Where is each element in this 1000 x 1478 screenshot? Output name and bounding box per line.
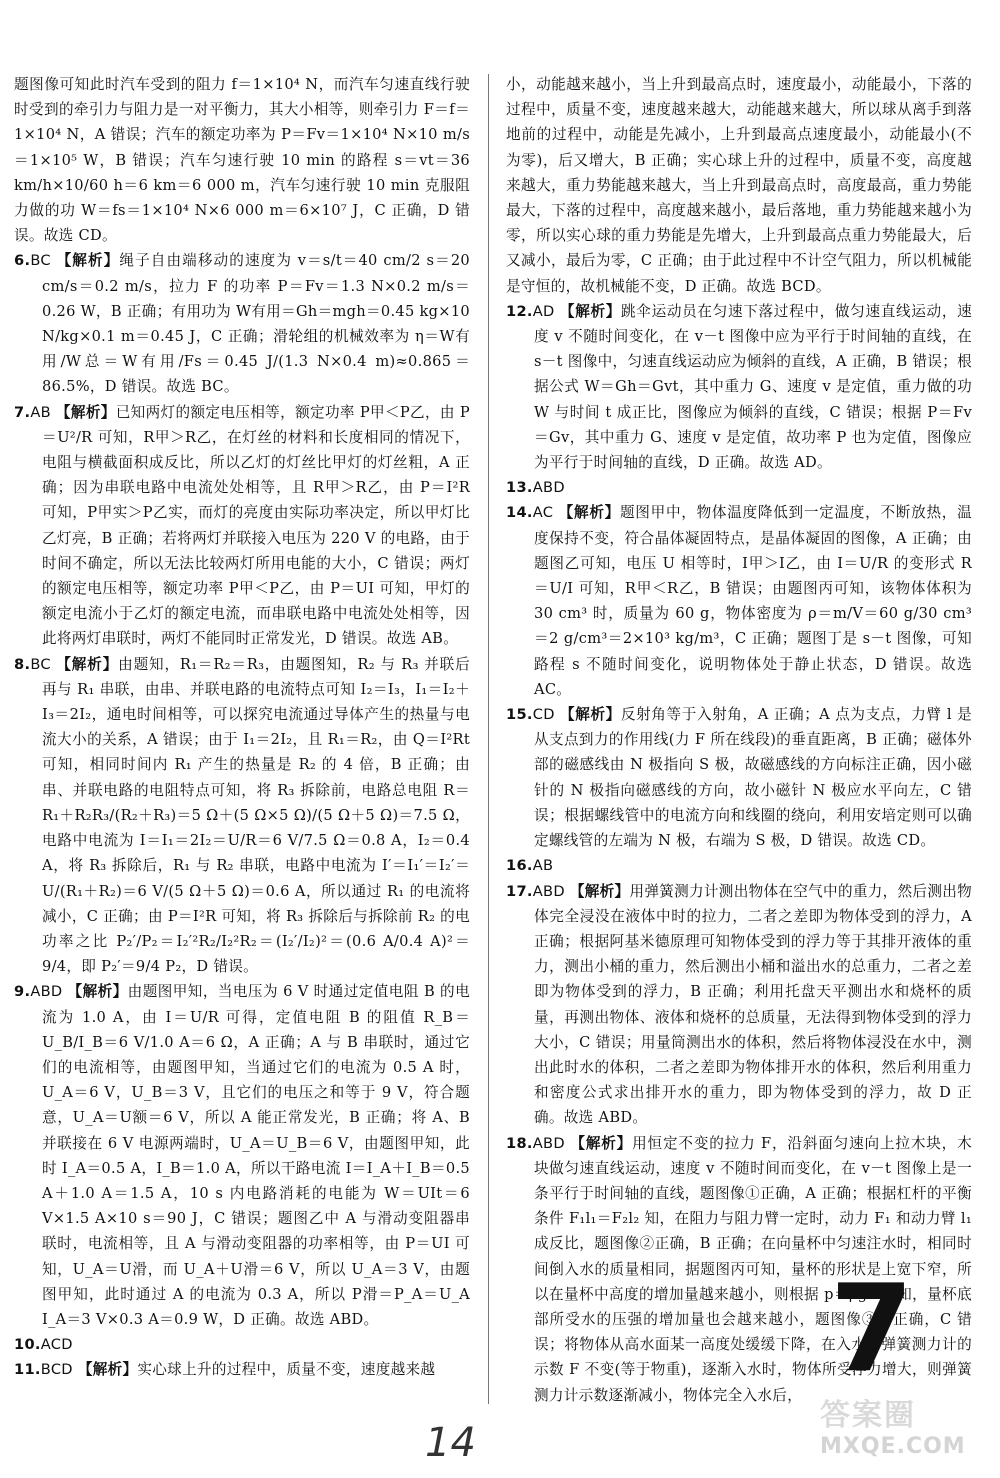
watermark	[820, 1390, 990, 1470]
analysis-tag: 【解析】	[559, 302, 622, 320]
item-number: 10.	[14, 1336, 41, 1354]
item-explanation: 反射角等于入射角，A 正确；A 点为支点，力臂 l 是从支点到力的作用线(力 F 所在线段)的垂直距离，B 正确；磁体外部的磁感线由 N 极指向 S 极，故磁感线的方向标注正确，因小磁针的 N 极指向磁感线的方向，故小磁针 N 极应水平向左，C 错误；根据螺线管中的电流方向和线圈的绕向，利用安培定则可以确定螺线管的左端为 N 极，右端为 S 极，D 错误。故选 CD。	[534, 706, 972, 850]
item-explanation: 实心球上升的过程中，质量不变，速度越来越	[137, 1361, 436, 1379]
right-column	[506, 72, 972, 1408]
corner-mark: 7	[830, 1260, 914, 1399]
item-answer: BC	[30, 252, 51, 270]
item-answer: AC	[532, 504, 554, 522]
answer-item	[506, 879, 972, 1131]
item-explanation: 已知两灯的额定电压相等，额定功率 P甲＜P乙，由 P＝U²/R 可知，R甲＞R乙，在灯丝的材料和长度相同的情况下，电阻与横截面积成反比，所以乙灯的灯丝比甲灯的灯丝粗，A 正确；因为串联电路中电流处处相等，且 R甲＞R乙，由 P＝I²R 可知，P甲实＞P乙实，而灯的亮度由实际功率决定，所以甲灯比乙灯亮，B 正确；若将两灯并联接入电压为 220 V 的电路，由于时间不确定，所以无法比较两灯所用电能的大小，C 错误；两灯的额定电压相等，额定功率 P甲＜P乙，由 P＝UI 可知，甲灯的额定电流小于乙灯的额定电流，而串联电路中电流处处相等，因此将两灯串联时，两灯不能同时正常发光，D 错误。故选 AB。	[42, 403, 470, 648]
item-number: 15.	[506, 706, 533, 724]
answer-item	[506, 702, 972, 853]
item-answer: BCD	[40, 1361, 73, 1379]
analysis-tag: 【解析】	[569, 882, 630, 900]
analysis-tag: 【解析】	[67, 983, 128, 1001]
item-answer: AB	[30, 403, 51, 421]
item-explanation: 用弹簧测力计测出物体在空气中的重力，然后测出物体完全浸没在液体中时的拉力，二者之差即为物体受到的浮力，A 正确；根据阿基米德原理可知物体受到的浮力等于其排开液体的重力，测出小桶的重力，然后测出小桶和溢出水的总重力，二者之差即为物体受到的浮力，B 正确；利用托盘天平测出水和烧杯的质量，再测出物体、液体和烧杯的总质量，无法得到物体受到的浮力大小，C 错误；用量筒测出水的体积，然后将物体浸没在水中，测出此时水的体积，二者之差即为物体排开水的体积，然后利用重力和密度公式求出排开水的重力，即为物体受到的浮力，故 D 正确。故选 ABD。	[534, 882, 972, 1127]
item-number: 16.	[506, 857, 533, 875]
answer-item	[14, 1332, 470, 1357]
answer-item	[506, 500, 972, 702]
analysis-tag: 【解析】	[558, 504, 620, 522]
item-explanation: 跳伞运动员在匀速下落过程中，做匀速直线运动，速度 v 不随时间变化，在 v－t 图像中应为平行于时间轴的直线，在 s－t 图像中，匀速直线运动应为倾斜的直线，A 正确，B 错误；根据公式 W＝Gh＝Gvt，其中重力 G、速度 v 是定值，重力做的功 W 与时间 t 成正比，图像应为倾斜的直线，C 错误；根据 P＝Fv＝Gv，其中重力 G、速度 v 是定值，故功率 P 也为定值，图像应为平行于时间轴的直线，D 正确。故选 AD。	[534, 302, 972, 472]
answer-item	[14, 979, 470, 1332]
continued-paragraph: 题图像可知此时汽车受到的阻力 f＝1×10⁴ N，而汽车匀速直线行驶时受到的牵引力与阻力是一对平衡力，其大小相等，则牵引力 F＝f＝1×10⁴ N，A 错误；汽车的额定功率为 P＝Fv＝1×10⁴ N×10 m/s＝1×10⁵ W，B 错误；汽车匀速行驶 10 min 的路程 s＝vt＝36 km/h×10/60 h＝6 km＝6 000 m，汽车匀速行驶 10 min 克服阻力做的功 W＝fs＝1×10⁴ N×6 000 m＝6×10⁷ J，C 正确，D 错误。故选 CD。	[14, 76, 470, 245]
analysis-tag: 【解析】	[570, 1134, 633, 1152]
item-number: 8.	[14, 655, 31, 673]
page-number: 14	[425, 1420, 476, 1466]
item-answer: BC	[30, 655, 51, 673]
item-explanation: 绳子自由端移动的速度为 v＝s/t＝40 cm/2 s＝20 cm/s＝0.2 m/s，拉力 F 的功率 P＝Fv＝1.3 N×0.2 m/s＝0.26 W，B 正确；有用功为 W有用＝Gh＝mgh＝0.45 kg×10 N/kg×0.1 m＝0.45 J，C 正确；滑轮组的机械效率为 η＝W有用/W总＝W有用/Fs＝0.45 J/(1.3 N×0.4 m)≈0.865＝86.5%，D 错误。故选 BC。	[42, 252, 471, 396]
item-answer: CD	[532, 706, 555, 724]
analysis-tag: 【解析】	[56, 655, 119, 673]
item-number: 7.	[14, 403, 31, 421]
item-number: 18.	[506, 1134, 533, 1152]
item-number: 14.	[506, 504, 533, 522]
answer-item	[14, 1357, 470, 1382]
analysis-tag: 【解析】	[55, 403, 116, 421]
item-answer: ABD	[532, 479, 565, 497]
answer-item	[14, 248, 470, 399]
item-number: 17.	[506, 882, 533, 900]
item-number: 11.	[14, 1361, 41, 1379]
answer-item	[506, 475, 972, 500]
item-answer: ABD	[532, 1134, 565, 1152]
item-answer: ACD	[40, 1336, 73, 1354]
left-column	[14, 72, 470, 1383]
item-explanation: 由题图甲知，当电压为 6 V 时通过定值电阻 B 的电流为 1.0 A，由 I＝U/R 可得，定值电阻 B 的阻值 R_B＝U_B/I_B＝6 V/1.0 A＝6 Ω，A 正确；A 与 B 串联时，通过它们的电流相等，由题图甲知，当通过它们的电流为 0.5 A 时，U_A＝6 V，U_B＝3 V，且它们的电压之和等于 9 V，符合题意，U_A＝U额＝6 V，所以 A 能正常发光，B 正确；将 A、B 并联接在 6 V 电源两端时，U_A＝U_B＝6 V，由题图甲知，此时 I_A＝0.5 A，I_B＝1.0 A，所以干路电流 I＝I_A＋I_B＝0.5 A＋1.0 A＝1.5 A，10 s 内电路消耗的电能为 W＝UIt＝6 V×1.5 A×10 s＝90 J，C 错误；题图乙中 A 与滑动变阻器串联时，电流相等，且 A 与滑动变阻器的功率相等，由 P＝UI 可知，U_A＝U滑，而 U_A＋U滑＝6 V，所以 U_A＝3 V，由题图甲知，此时通过 A 的电流为 0.3 A，所以 P滑＝P_A＝U_A I_A＝3 V×0.3 A＝0.9 W，D 正确。故选 ABD。	[42, 983, 470, 1328]
continued-paragraph: 小，动能越来越小，当上升到最高点时，速度最小，动能最小，下落的过程中，质量不变，速度越来越大，动能越来越大，所以球从离手到落地前的过程中，动能是先减小，上升到最高点速度最小，动能最小(不为零)，后又增大，B 正确；实心球上升的过程中，质量不变，高度越来越大，重力势能越来越大，当上升到最高点时，高度最高，重力势能最大，下落的过程中，高度越来越小，最后落地，重力势能越来越小为零，所以实心球的重力势能是先增大，上升到最高点重力势能最大，后又减小，最后为零，C 正确；由于此过程中不计空气阻力，所以机械能是守恒的，故机械能不变，D 正确。故选 BCD。	[506, 76, 972, 295]
watermark-url: MXQE.COM	[820, 1434, 966, 1459]
item-number: 9.	[14, 983, 31, 1001]
item-number: 6.	[14, 252, 31, 270]
item-explanation: 题图甲中，物体温度降低到一定温度，不断放热，温度保持不变，符合晶体凝固特点，是晶体凝固的图像，A 正确；由题图乙可知，电压 U 相等时，I甲＞I乙，由 I＝U/R 的变形式 R＝U/I 可知，R甲＜R乙，B 错误；由题图丙可知，该物体体积为 30 cm³ 时，质量为 60 g，物体密度为 ρ＝m/V＝60 g/30 cm³＝2 g/cm³＝2×10³ kg/m³，C 正确；题图丁是 s－t 图像，可知路程 s 不随时间变化，说明物体处于静止状态，D 错误。故选 AC。	[534, 504, 972, 698]
answer-item	[14, 400, 470, 652]
item-explanation: 由题知，R₁＝R₂＝R₃，由题图知，R₂ 与 R₃ 并联后再与 R₁ 串联，由串、并联电路的电流特点可知 I₂＝I₃，I₁＝I₂＋I₃＝2I₂，通电时间相等，可以探究电流通过导体产生的热量与电流大小的关系，A 错误；由于 I₁＝2I₂，且 R₁＝R₂，由 Q＝I²Rt 可知，相同时间内 R₁ 产生的热量是 R₂ 的 4 倍，B 正确；由串、并联电路的电阻特点可知，将 R₃ 拆除前，电路总电阻 R＝R₁＋R₂R₃/(R₂＋R₃)＝5 Ω＋(5 Ω×5 Ω)/(5 Ω＋5 Ω)＝7.5 Ω，电路中电流为 I＝I₁＝2I₂＝U/R＝6 V/7.5 Ω＝0.8 A，I₂＝0.4 A，将 R₃ 拆除后，R₁ 与 R₂ 串联，电路中电流为 I′＝I₁′＝I₂′＝U/(R₁＋R₂)＝6 V/(5 Ω＋5 Ω)＝0.6 A，所以通过 R₁ 的电流将减小，C 正确；由 P＝I²R 可知，将 R₃ 拆除后与拆除前 R₂ 的电功率之比 P₂′/P₂＝I₂′²R₂/I₂²R₂＝(I₂′/I₂)²＝(0.6 A/0.4 A)²＝9/4，即 P₂′＝9/4 P₂，D 错误。	[42, 655, 470, 976]
answer-item	[14, 652, 470, 980]
item-number: 12.	[506, 302, 533, 320]
item-explanation: 用恒定不变的拉力 F，沿斜面匀速向上拉木块，木块做匀速直线运动，速度 v 不随时间而变化，在 v－t 图像上是一条平行于时间轴的直线，题图像①正确，A 正确；根据杠杆的平衡条件 F₁l₁＝F₂l₂ 知，在阻力与阻力臂一定时，动力 F₁ 和动力臂 l₁ 成反比，题图像②正确，B 正确；在向量杯中匀速注水时，相同时间倒入水的质量相同，据题图丙可知，量杯的形状是上宽下窄，所以在量杯中高度的增加量越来越小，则根据 p＝ρgh 可知，量杯底部所受水的压强的增加量也会越来越小，题图像③不正确，C 错误；将物体从高水面某一高度处缓缓下降，在入水前弹簧测力计的示数 F 不变(等于物重)，逐渐入水时，物体所受浮力增大，则弹簧测力计示数逐渐减小，物体完全入水后，	[534, 1134, 972, 1404]
answer-item	[506, 299, 972, 475]
answer-item	[506, 853, 972, 878]
column-divider	[488, 74, 489, 1404]
analysis-tag: 【解析】	[77, 1361, 138, 1379]
item-answer: AB	[532, 857, 554, 875]
watermark-logo: 答案圈	[820, 1398, 916, 1433]
analysis-tag: 【解析】	[560, 706, 621, 724]
item-answer: AD	[532, 302, 555, 320]
item-answer: ABD	[532, 882, 565, 900]
item-number: 13.	[506, 479, 533, 497]
analysis-tag: 【解析】	[56, 252, 120, 270]
item-answer: ABD	[30, 983, 63, 1001]
